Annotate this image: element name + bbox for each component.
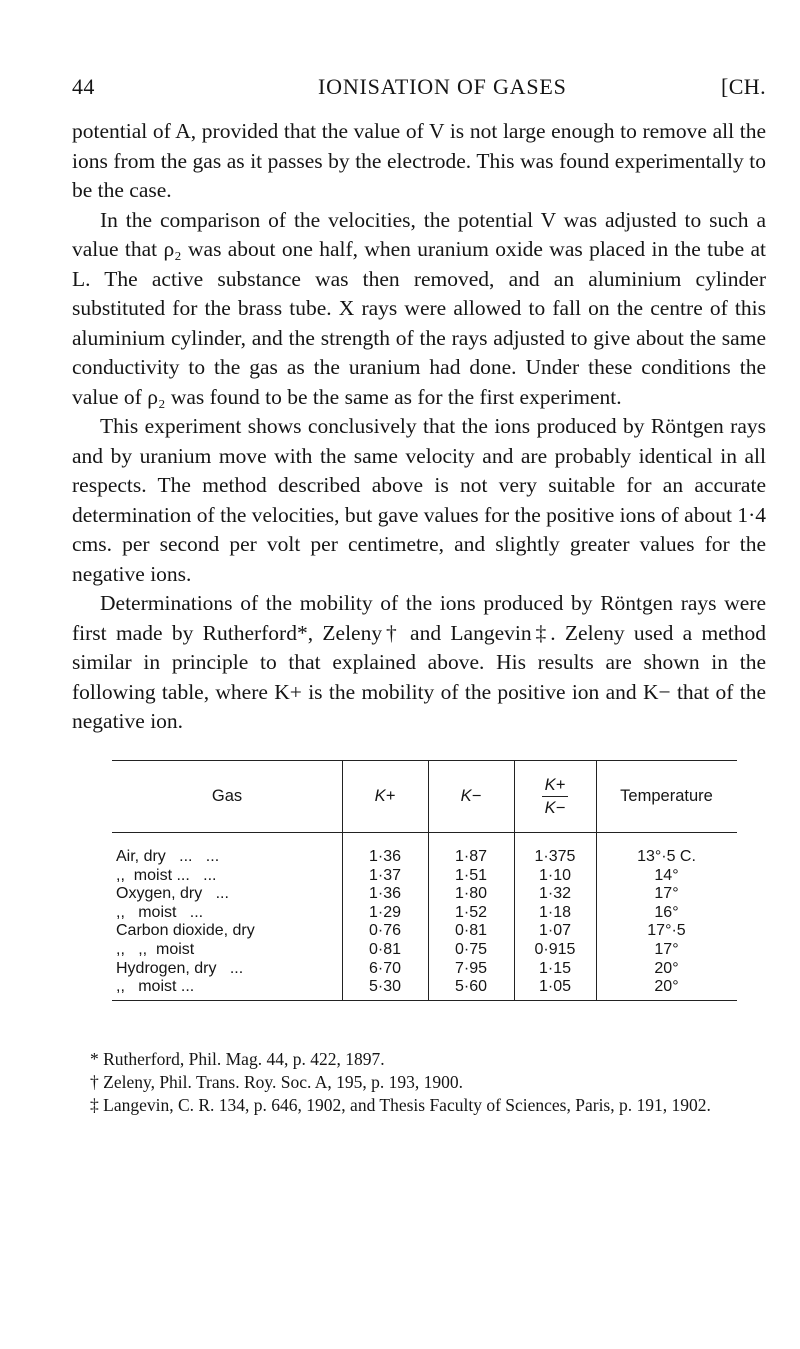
fraction-bar [542, 796, 568, 797]
header-kplus: K+ [374, 786, 396, 805]
footnotes [72, 1048, 766, 1117]
cell-temperature: 13°·5 C. [637, 848, 696, 865]
cell-ratio: 1·15 [538, 959, 572, 977]
cell-kplus: 1·37 [368, 866, 402, 884]
header-gas: Gas [211, 786, 243, 805]
cell-gas: Carbon dioxide, dry [116, 922, 255, 940]
cell-kplus: 0·76 [368, 922, 402, 940]
chapter-marker: [CH. [721, 74, 766, 99]
cell-kplus: 6·70 [368, 959, 402, 977]
cell-gas: Air, dry ... ... [116, 848, 220, 865]
cell-temperature: 20° [654, 978, 679, 996]
cell-gas: ,, moist ... ... [116, 866, 217, 884]
cell-gas: Hydrogen, dry ... [116, 959, 244, 977]
footnote: * Rutherford, Phil. Mag. 44, p. 422, 1897. [90, 1049, 385, 1069]
cell-ratio: 0·915 [534, 941, 576, 958]
body-text [72, 117, 766, 737]
cell-temperature: 17° [654, 941, 679, 958]
cell-kplus: 1·36 [368, 885, 402, 903]
cell-gas: ,, moist ... [116, 903, 204, 921]
cell-temperature: 16° [654, 903, 679, 921]
page-number: 44 [72, 74, 95, 99]
ratio-numerator: K+ [544, 775, 566, 794]
page-header [72, 74, 766, 104]
cell-ratio: 1·10 [538, 866, 572, 884]
cell-gas: ,, moist ... [116, 978, 195, 996]
cell-temperature: 14° [654, 866, 679, 884]
cell-gas: ,, ,, moist [116, 941, 195, 958]
cell-kminus: 1·52 [454, 903, 488, 921]
header-temperature: Temperature [620, 786, 713, 805]
paragraph: This experiment shows conclusively that the ions produced by Röntgen rays and by uranium move with the same velocity and are probably identical in all respects. The method described above is not very suitable for an accurate determination of the velocities, but gave values for the positive ions of about 1·4 cms. per second per volt per centimetre, and slightly greater values for the negative ions. [72, 414, 766, 586]
cell-kplus: 0·81 [368, 941, 402, 958]
cell-kplus: 5·30 [368, 978, 402, 996]
mobility-table [112, 760, 737, 1000]
cell-kminus: 1·80 [454, 885, 488, 903]
cell-kminus: 0·81 [454, 922, 488, 940]
paragraph: potential of A, provided that the value of V is not large enough to remove all the ions from the gas as it passes by the electrode. This was found experimentally to be the case. [72, 119, 766, 202]
paragraph: Determinations of the mobility of the ions produced by Röntgen rays were first made by Rutherford*, Zeleny† and Langevin‡. Zeleny used a method similar in principle to that explained above. His results are shown in the following table, where K+ is the mobility of the positive ion and K− that of the negative ion. [72, 591, 766, 733]
cell-kminus: 1·51 [454, 866, 488, 884]
running-title: IONISATION OF GASES [318, 74, 567, 99]
header-kminus: K− [460, 786, 482, 805]
footnote: † Zeleny, Phil. Trans. Roy. Soc. A, 195, p. 193, 1900. [90, 1072, 464, 1092]
cell-ratio: 1·375 [534, 848, 576, 865]
cell-ratio: 1·32 [538, 885, 572, 903]
cell-temperature: 17° [654, 885, 679, 903]
cell-gas: Oxygen, dry ... [116, 885, 229, 903]
cell-kminus: 1·87 [454, 848, 488, 865]
cell-ratio: 1·18 [538, 903, 572, 921]
paragraph: In the comparison of the velocities, the potential V was adjusted to such a value that ρ₂ was about one half, when uranium oxide was placed in the tube at L. The active substance was then removed, and an aluminium cylinder substituted for the brass tube. X rays were allowed to fall on the centre of this aluminium cylinder, and the strength of the rays adjusted to give about the same conductivity to the gas as the uranium had done. Under these conditions the value of ρ₂ was found to be the same as for the first experiment. [72, 207, 766, 409]
cell-kplus: 1·36 [368, 848, 402, 865]
ratio-denominator: K− [544, 798, 566, 817]
cell-kminus: 7·95 [454, 959, 488, 977]
table-bottom-rule [112, 1000, 737, 1001]
header-ratio [514, 760, 596, 832]
cell-ratio: 1·05 [538, 978, 572, 996]
cell-kminus: 5·60 [454, 978, 488, 996]
footnote: ‡ Langevin, C. R. 134, p. 646, 1902, and Thesis Faculty of Sciences, Paris, p. 191, 1902. [90, 1095, 711, 1115]
table-header-rule [112, 832, 737, 833]
cell-temperature: 20° [654, 959, 679, 977]
cell-temperature: 17°·5 [647, 922, 686, 940]
cell-kplus: 1·29 [368, 903, 402, 921]
cell-kminus: 0·75 [454, 941, 488, 958]
cell-ratio: 1·07 [538, 922, 572, 940]
